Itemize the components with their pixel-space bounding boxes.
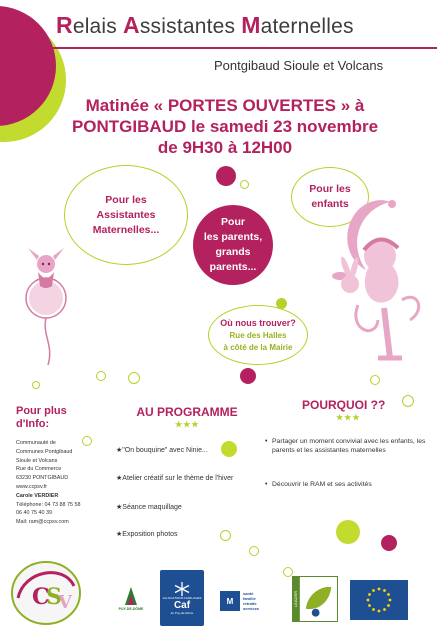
location-title: Où nous trouver? [220,317,296,328]
decorative-dot [240,368,256,384]
programme-item: ★"On bouquine" avec Ninie... [116,447,208,454]
title-divider [52,47,437,49]
bubble-location [208,305,308,365]
subtitle: Pontgibaud Sioule et Volcans [214,58,384,73]
location-street: Rue des Halles [229,330,287,340]
moon-child-illustration [318,190,436,375]
pourquoi-stars: ★★★ [336,413,361,422]
pourquoi-item: • Découvrir le RAM et ses activités [265,481,372,488]
caf-logo: ALLOCATIONS FAMILIALES Caf du Puy-de-Dôme [160,570,204,626]
imp-balloon-illustration [12,240,82,370]
bullet-icon: • [265,438,268,445]
event-heading: Matinée « PORTES OUVERTES » à PONTGIBAUD le samedi 23 novembre de 9H30 à 12H00 [71,96,379,157]
pourquoi-title: POURQUOI ?? [302,398,386,412]
contact-mobile: 06 40 75 40 39 [16,510,52,517]
ram-logo [8,558,84,628]
volcano-icon [123,585,139,607]
programme-title: AU PROGRAMME [136,405,238,419]
eu-flag-logo [350,580,408,620]
decorative-dot [381,535,397,551]
svg-text:C: C [32,584,50,610]
contact-mail[interactable]: Mail: ram@ccpsv.com [16,519,69,526]
decorative-dot [216,166,236,186]
page-title: Relais Assistantes Maternelles [56,12,354,38]
pourquoi-item: • Partager un moment convivial avec les enfants, les parents et les assistantes maternelles [265,438,426,454]
programme-item: ★Atelier créatif sur le thème de l'hiver [116,475,234,482]
info-title: Pour plus d'Info: [16,405,67,430]
decorative-dot [370,375,380,385]
decorative-dot [220,530,231,541]
location-landmark: à côté de la Mairie [223,342,293,352]
decorative-dot [240,180,249,189]
programme-item: ★Exposition photos [116,531,178,538]
decorative-dot [402,395,414,407]
decorative-dot [96,371,106,381]
contact-block: Communauté de Communes Pontgibaud Sioule et Volcans Rue du Commerce 63230 PONTGIBAUD www.ccpsv.fr Carole VERDIER Téléphone: 04 73 88 75 58 06 40 75 40 39 Mail: ram@ccpsv.com [16,439,116,527]
contact-phone: Téléphone: 04 73 88 75 58 [16,501,81,508]
programme-item: ★Séance maquillage [116,504,182,511]
svg-text:V: V [58,592,72,613]
msa-logo: M santé famille retraite services [220,590,272,612]
decorative-dot [128,372,140,384]
decorative-dot [336,520,360,544]
contact-name: Carole VERDIER [16,492,59,499]
bullet-icon: • [265,481,268,488]
bubble-parents: Pour les parents, grands parents... [193,205,273,285]
msa-icon: M [220,591,240,611]
programme-stars: ★★★ [175,420,200,429]
bubble-assistantes: Pour les Assistantes Maternelles... [64,165,188,265]
decorative-dot [221,441,237,457]
svg-text:S: S [46,584,62,610]
leaf-icon [300,577,337,621]
decorative-dot [249,546,259,556]
snowflake-icon [174,582,190,596]
bubble-enfants: Pour les enfants [291,167,369,227]
leader-logo: LEADER [292,576,338,622]
decorative-dot [32,381,40,389]
puy-de-dome-logo: PUY-DE-DÔME [118,578,144,618]
website-link[interactable]: www.ccpsv.fr [16,483,48,490]
